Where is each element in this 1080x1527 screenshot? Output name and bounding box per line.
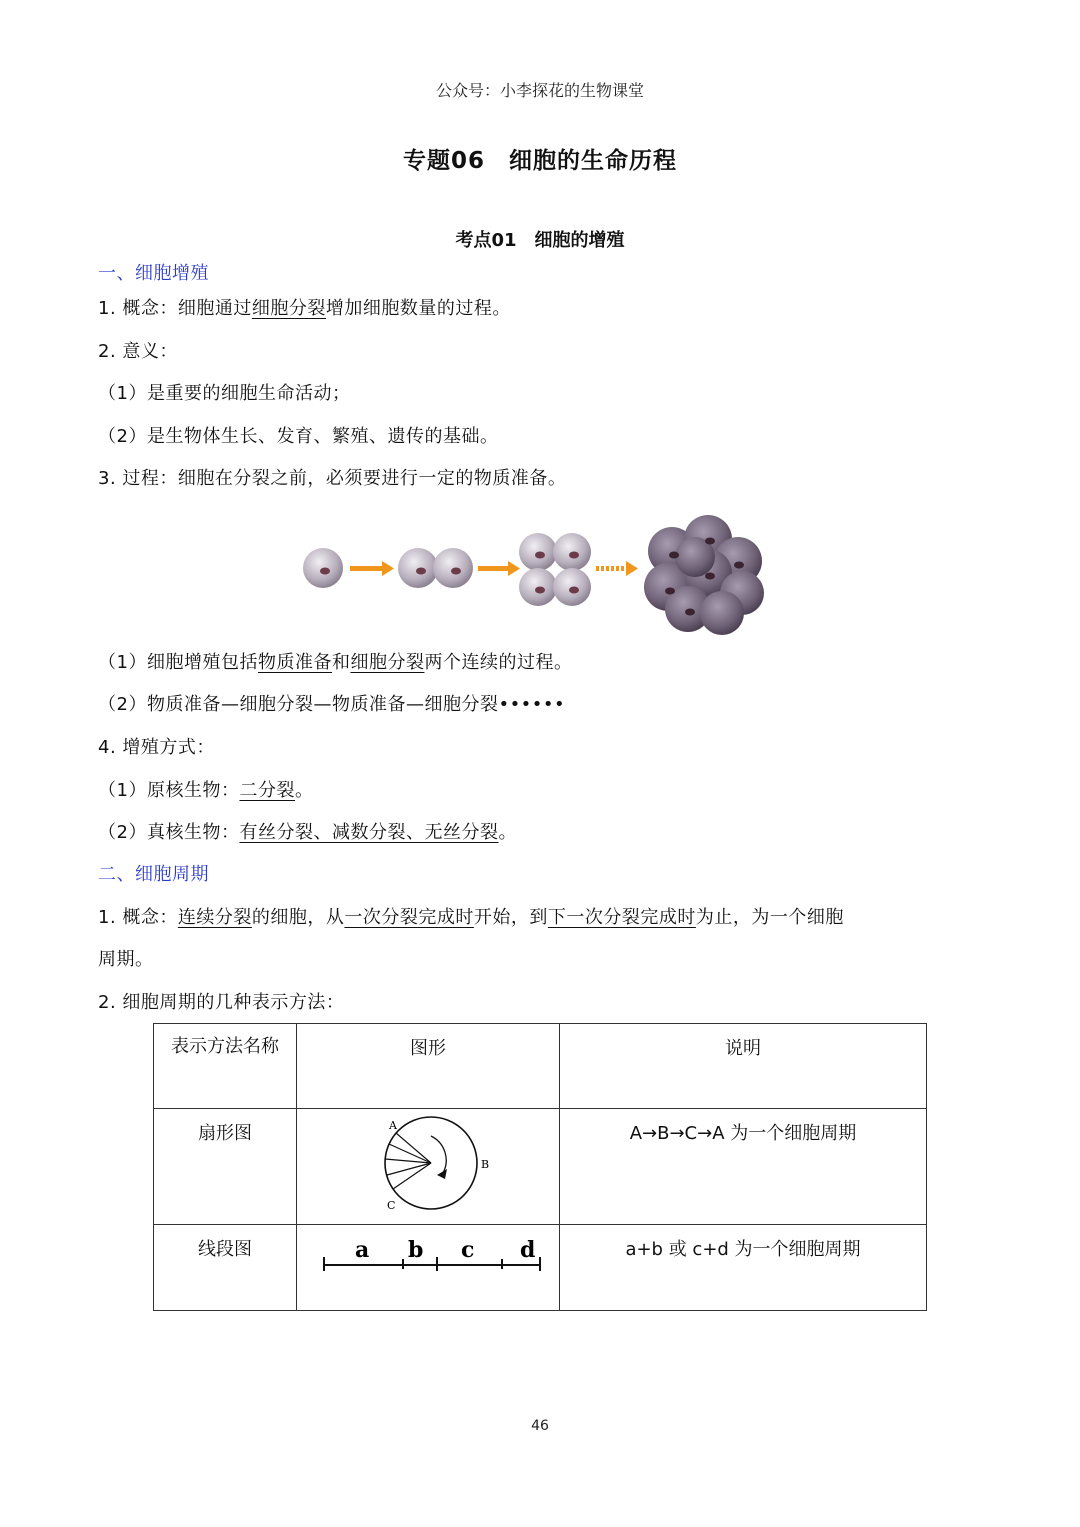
- heading-cell-proliferation: 一、细胞增殖: [98, 263, 209, 284]
- pie-label-c: C: [387, 1199, 396, 1212]
- two-cells: [398, 548, 473, 588]
- four-cells: [519, 533, 591, 606]
- arrow-icon: [350, 561, 394, 576]
- segment-label-a: a: [355, 1237, 370, 1263]
- segment-figure-cell: [297, 1225, 560, 1311]
- cell-cluster: [644, 515, 764, 635]
- header-figure: 图形: [297, 1024, 560, 1109]
- table-row: [154, 1109, 927, 1225]
- pie-chart-diagram: [363, 1111, 493, 1217]
- pie-label-b: B: [481, 1158, 490, 1171]
- cycle-concept-line-cont: 周期。: [98, 949, 154, 970]
- proliferation-modes-line: 4. 增殖方式：: [98, 737, 215, 758]
- page-header: 公众号：小李探花的生物课堂: [435, 81, 644, 100]
- line-segment-diagram: [313, 1229, 543, 1279]
- heading-cell-cycle: 二、细胞周期: [98, 864, 209, 885]
- page-title: 专题06 细胞的生命历程: [402, 148, 677, 174]
- pie-method-name: 扇形图: [154, 1109, 297, 1225]
- segment-method-name: 线段图: [154, 1225, 297, 1311]
- representation-methods-line: 2. 细胞周期的几种表示方法：: [98, 992, 345, 1013]
- cell-cycle-table: [153, 1023, 927, 1311]
- prokaryote-line: （1）原核生物：二分裂。: [98, 780, 314, 801]
- dashed-arrow-icon: [596, 561, 638, 576]
- cycle-concept-line: 1. 概念：连续分裂的细胞，从一次分裂完成时开始，到下一次分裂完成时为止，为一个细胞: [98, 907, 844, 928]
- header-method-name: 表示方法名称: [154, 1024, 297, 1109]
- pie-figure-cell: [297, 1109, 560, 1225]
- pie-label-a: A: [389, 1119, 397, 1132]
- concept-line: 1. 概念：细胞通过细胞分裂增加细胞数量的过程。: [98, 298, 511, 319]
- cycle-sequence-line: （2）物质准备—细胞分裂—物质准备—细胞分裂••••••: [98, 694, 566, 715]
- segment-description: a+b 或 c+d 为一个细胞周期: [560, 1225, 927, 1311]
- proliferation-includes-line: （1）细胞增殖包括物质准备和细胞分裂两个连续的过程。: [98, 652, 573, 673]
- segment-label-c: c: [461, 1237, 475, 1263]
- header-description: 说明: [560, 1024, 927, 1109]
- single-cell: [303, 548, 343, 588]
- section-subtitle: 考点01 细胞的增殖: [455, 230, 625, 251]
- significance-line: 2. 意义：: [98, 341, 178, 362]
- table-header-row: [154, 1024, 927, 1109]
- table-row: [154, 1225, 927, 1311]
- segment-label-b: b: [408, 1237, 424, 1263]
- arrow-icon: [478, 561, 520, 576]
- significance-item-1: （1）是重要的细胞生命活动；: [98, 383, 351, 404]
- significance-item-2: （2）是生物体生长、发育、繁殖、遗传的基础。: [98, 426, 499, 447]
- pie-description: A→B→C→A 为一个细胞周期: [560, 1109, 927, 1225]
- eukaryote-line: （2）真核生物：有丝分裂、减数分裂、无丝分裂。: [98, 822, 517, 843]
- page-number: 46: [531, 1418, 549, 1434]
- segment-label-d: d: [520, 1237, 536, 1263]
- cell-division-illustration: [290, 505, 790, 645]
- process-line: 3. 过程：细胞在分裂之前，必须要进行一定的物质准备。: [98, 468, 567, 489]
